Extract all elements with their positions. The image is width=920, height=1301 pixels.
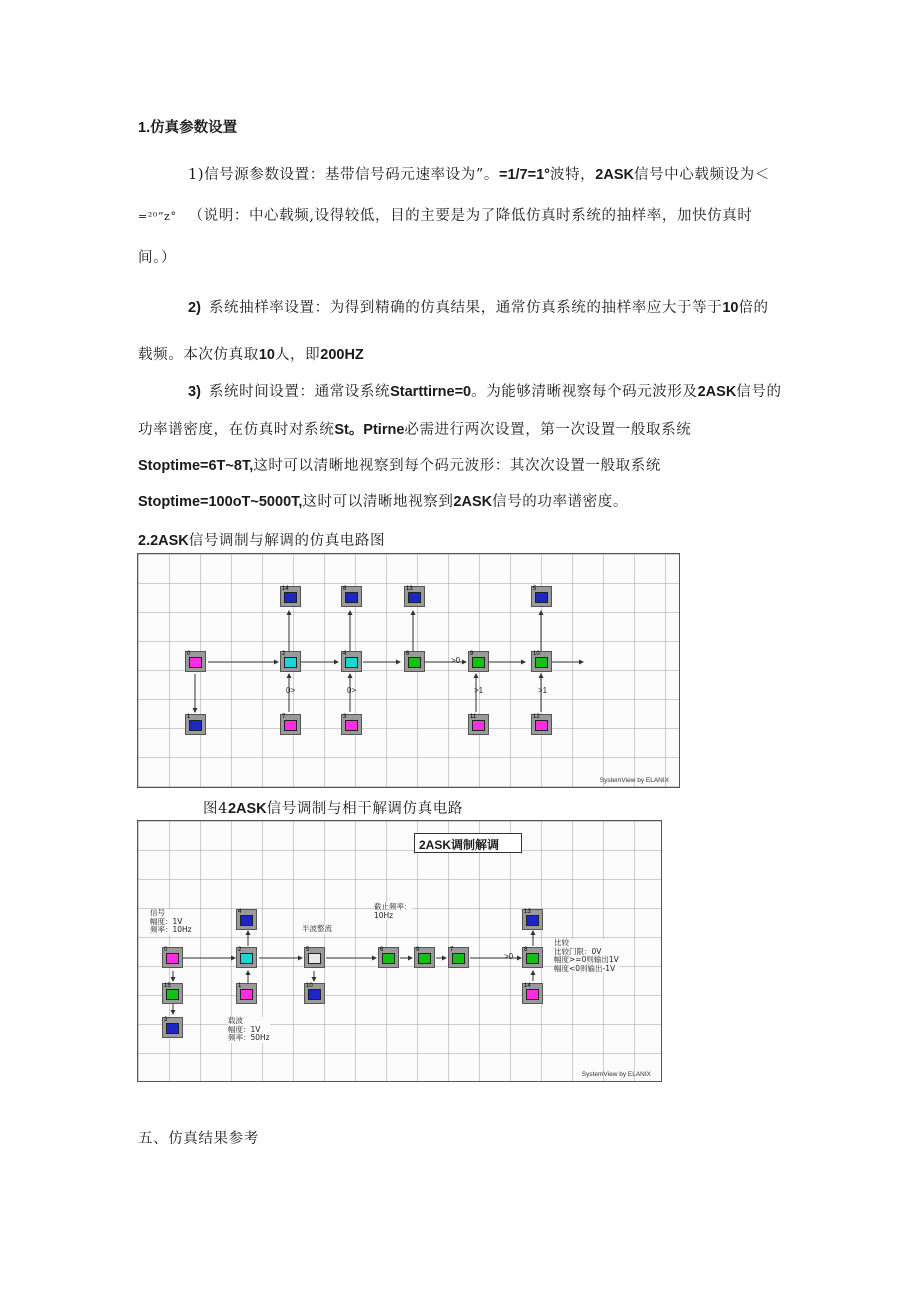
comparator-block-8[interactable] [522, 947, 543, 968]
sink-block-5[interactable] [531, 586, 552, 607]
caption-a: 图4 [203, 801, 228, 817]
multiplier-block-2[interactable] [280, 651, 301, 672]
paragraph-2-line-2 [138, 345, 364, 365]
p2-text-b: 系统抽样率设置：为得到精确的仿真结果，通常仿真系统的抽样率应大于等于 [208, 300, 723, 316]
p3-text-f: 信号的 [736, 384, 782, 400]
p3-text-d: 。为能够清晰视察每个码元波形及 [471, 384, 698, 400]
note-carrier: 载波 幅度：1V 频率：50Hz [228, 1016, 270, 1042]
paragraph-3-line-4 [138, 492, 628, 512]
p3-line4-b: 这时可以清晰地视察到 [302, 494, 454, 510]
block-number: 8 [343, 586, 347, 592]
hold-block-7[interactable] [448, 947, 469, 968]
pulse-source-icon [166, 953, 179, 964]
block-number: 2 [282, 651, 286, 657]
port-label: >1 [538, 686, 548, 695]
comparator-block-10[interactable] [531, 651, 552, 672]
port-label: >0 [504, 952, 514, 961]
block-number: 9 [416, 947, 420, 953]
block-number: 12 [533, 714, 540, 720]
port-label: >0 [451, 656, 461, 665]
block-number: 1 [187, 714, 191, 720]
block-number: 4 [343, 651, 347, 657]
multiplier-icon [284, 657, 297, 668]
sink-icon [535, 592, 548, 603]
p3-line4-c: 2ASK [453, 494, 493, 510]
block-number: 8 [524, 947, 528, 953]
multiplier-block-2[interactable] [236, 947, 257, 968]
sink-icon [526, 915, 539, 926]
p3-text-c: Starttirne=0 [390, 384, 472, 400]
block-number: 7 [282, 714, 286, 720]
p3-line2-b: St。Ptirne [334, 422, 405, 438]
paragraph-3-line-2 [138, 420, 691, 440]
block-number: 6 [380, 947, 384, 953]
figure-2-caption [203, 799, 463, 819]
note-signal: 信号 幅度：1V 频率：10Hz [150, 908, 192, 934]
comparator-icon [535, 657, 548, 668]
caption-b: 2ASK [227, 801, 267, 817]
paragraph-1-line-3 [138, 248, 176, 268]
multiplier-icon [345, 657, 358, 668]
block-number: 10 [533, 651, 540, 657]
sine-source-icon [345, 720, 358, 731]
p1-line2-formula: =²⁰”z° [138, 210, 177, 223]
block-number: 2 [238, 947, 242, 953]
block-number: 13 [406, 586, 413, 592]
carrier-block-3[interactable] [341, 714, 362, 735]
p1-line2-text: （说明：中心载频,设得较低，目的主要是为了降低仿真时系统的抽样率，加快仿真时 [188, 208, 753, 224]
sink-icon [240, 915, 253, 926]
note-compare: 比较 比较门限：0V 幅度>=0则输出1V 幅度<0则输出-1V [554, 938, 619, 973]
p3-line4-d: 信号的功率谱密度。 [492, 494, 629, 510]
block-number: 1 [238, 983, 242, 989]
block-number: 5 [306, 947, 310, 953]
p2-text-c: 10 [722, 300, 739, 316]
p1-text-c: 波特， [549, 167, 596, 183]
source-block-0[interactable] [162, 947, 183, 968]
filter-block-6[interactable] [378, 947, 399, 968]
sampler-icon [472, 657, 485, 668]
paragraph-1-line-1 [188, 165, 770, 185]
sink-icon [345, 592, 358, 603]
sink-icon [166, 1023, 179, 1034]
section-heading-1 [138, 118, 237, 138]
threshold-source-icon [526, 989, 539, 1000]
section-heading-text: 1.仿真参数设置 [138, 120, 238, 136]
port-label: 0> [347, 686, 357, 695]
paragraph-3-line-1 [188, 382, 782, 402]
sink-block-13[interactable] [522, 909, 543, 930]
filter-icon [166, 989, 179, 1000]
sink-icon [189, 720, 202, 731]
p2-num: 2) [188, 300, 201, 316]
p2-line2-d: 200HZ [320, 347, 364, 363]
p1-text-b: =1/7=1° [499, 167, 550, 183]
block-number: 9 [470, 651, 474, 657]
sink-block-14[interactable] [280, 586, 301, 607]
p3-text-e: 2ASK [697, 384, 737, 400]
figure-2-title-box [414, 833, 522, 853]
p2-line2-a: 载频。本次仿真取 [138, 347, 259, 363]
block-number: 6 [406, 651, 410, 657]
sink-icon [308, 989, 321, 1000]
figure-2-circuit [137, 820, 662, 1082]
block-number: 13 [524, 909, 531, 915]
sine-source-icon [240, 989, 253, 1000]
block-number: 14 [524, 983, 531, 989]
block-number: 4 [238, 909, 242, 915]
p2-line2-c: 人，即 [274, 347, 321, 363]
block-number: 0 [187, 651, 191, 657]
block-number: 5 [533, 586, 537, 592]
multiplier-icon [240, 953, 253, 964]
p1-text-d: 2ASK [595, 167, 634, 183]
note-filter: 截止频率： 10Hz [374, 902, 412, 920]
source-block-14[interactable] [522, 983, 543, 1004]
sampler-icon [418, 953, 431, 964]
sink-block-1[interactable] [185, 714, 206, 735]
sampler-block-9[interactable] [414, 947, 435, 968]
watermark: SystemView by ELANIX [581, 1071, 651, 1078]
p3-line3-b: 这时可以清晰地视察到每个码元波形：其次次设置一般取系统 [253, 458, 661, 474]
section-heading-5 [138, 1129, 259, 1149]
rectifier-block-5[interactable] [304, 947, 325, 968]
p1-line3-text: 间。） [138, 250, 177, 266]
block-number: 3 [343, 714, 347, 720]
hold-icon [452, 953, 465, 964]
threshold-source-icon [535, 720, 548, 731]
section5-heading-text: 五、仿真结果参考 [138, 1131, 259, 1147]
p3-num: 3) [188, 384, 201, 400]
pulse-source-icon [472, 720, 485, 731]
block-number: 11 [470, 714, 477, 720]
p2-text-d: 倍的 [738, 300, 769, 316]
source-block-0[interactable] [185, 651, 206, 672]
figure-2-title: 2ASK调制解调 [419, 838, 500, 852]
sink-block-10[interactable] [304, 983, 325, 1004]
block-number: 3 [164, 1017, 168, 1023]
sink-block-13[interactable] [404, 586, 425, 607]
source-block-11[interactable] [468, 714, 489, 735]
block-number: 10 [306, 983, 313, 989]
p3-text-b: 系统时间设置：通常设系统 [208, 384, 391, 400]
p3-line3-a: Stoptime=6T~8T, [138, 458, 254, 474]
paragraph-2-line-1 [188, 298, 769, 318]
sink-icon [284, 592, 297, 603]
rectifier-icon [308, 953, 321, 964]
section2-heading-a: 2.2ASK [138, 533, 189, 549]
block-number: 7 [450, 947, 454, 953]
pulse-source-icon [189, 657, 202, 668]
port-label: 0> [286, 686, 296, 695]
carrier-block-1[interactable] [236, 983, 257, 1004]
sink-block-8[interactable] [341, 586, 362, 607]
sink-block-3[interactable] [162, 1017, 183, 1038]
filter-block-6[interactable] [404, 651, 425, 672]
p3-line4-a: Stoptime=100oT~5000T, [138, 494, 303, 510]
caption-c: 信号调制与相干解调仿真电路 [266, 801, 463, 817]
sink-icon [408, 592, 421, 603]
p3-line2-c: 必需进行两次设置，第一次设置一般取系统 [404, 422, 692, 438]
sampler-block-9[interactable] [468, 651, 489, 672]
p3-line2-a: 功率谱密度，在仿真时对系统 [138, 422, 335, 438]
p1-text-e: 信号中心载频设为＜ [633, 167, 770, 183]
multiplier-block-4[interactable] [341, 651, 362, 672]
lowpass-filter-icon [382, 953, 395, 964]
port-label: >1 [474, 686, 484, 695]
lowpass-filter-icon [408, 657, 421, 668]
section-heading-2 [138, 531, 385, 551]
comparator-icon [526, 953, 539, 964]
p1-text-a: 1)信号源参数设置：基带信号码元速率设为”。 [188, 167, 499, 183]
watermark: SystemView by ELANIX [599, 777, 669, 784]
carrier-block-7[interactable] [280, 714, 301, 735]
block-number: 15 [164, 983, 171, 989]
section2-heading-b: 信号调制与解调的仿真电路图 [188, 533, 386, 549]
p2-line2-b: 10 [258, 347, 275, 363]
sine-source-icon [284, 720, 297, 731]
paragraph-1-line-2 [138, 206, 752, 227]
note-rectifier: 半波整流 [302, 924, 332, 933]
sink-block-4[interactable] [236, 909, 257, 930]
filter-block-15[interactable] [162, 983, 183, 1004]
block-number: 0 [164, 947, 168, 953]
source-block-12[interactable] [531, 714, 552, 735]
figure-1-circuit [137, 553, 680, 788]
block-number: 14 [282, 586, 289, 592]
paragraph-3-line-3 [138, 456, 661, 476]
